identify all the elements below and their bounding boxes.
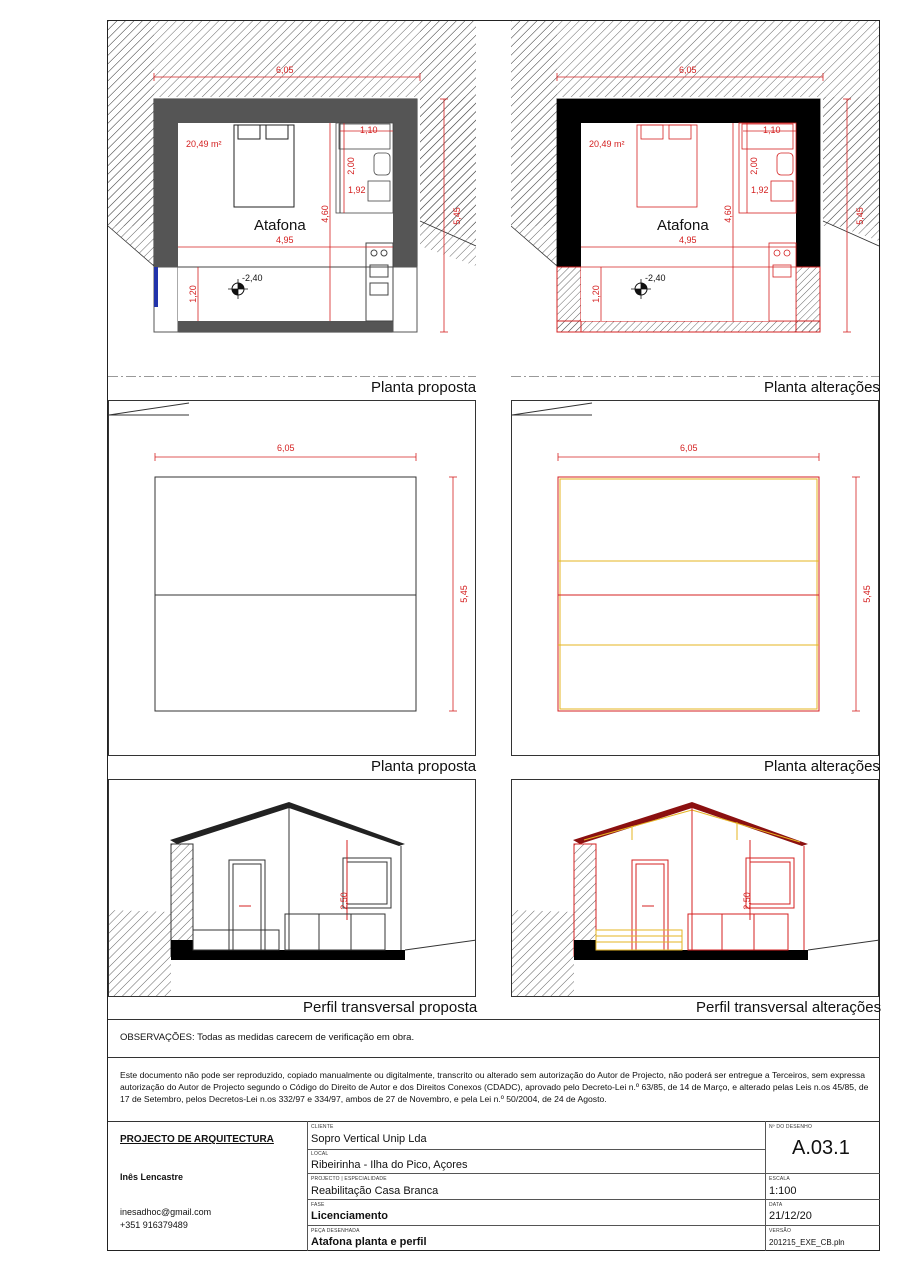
phase-label: FASE xyxy=(311,1202,325,1208)
project-label: PROJECTO | ESPECIALIDADE xyxy=(311,1176,387,1182)
dim-bath-width: 1,10 xyxy=(763,125,781,135)
dim-height: 5,45 xyxy=(854,207,865,225)
drawing-value: Atafona planta e perfil xyxy=(311,1236,427,1248)
location-label: LOCAL xyxy=(311,1151,329,1157)
caption-plan-proposed: Planta proposta xyxy=(371,379,477,396)
author-name: Inês Lencastre xyxy=(120,1172,184,1182)
caption-plan-changes: Planta alterações xyxy=(764,379,880,396)
section-proposed-drawing xyxy=(109,780,476,997)
project-value: Reabilitação Casa Branca xyxy=(311,1185,439,1197)
scale-value: 1:100 xyxy=(769,1185,797,1197)
date-value: 21/12/20 xyxy=(769,1210,812,1222)
panel-plan-proposed xyxy=(108,21,476,377)
dim-window: 2,50 xyxy=(338,892,349,910)
dim-width: 6,05 xyxy=(277,443,295,453)
dim-inner-height: 4,60 xyxy=(722,205,733,223)
roof-changes-drawing xyxy=(512,401,879,756)
dim-width: 6,05 xyxy=(679,65,697,75)
dim-bath-h2: 1,92 xyxy=(348,185,366,195)
caption-roof-proposed: Planta proposta xyxy=(371,758,477,775)
drawing-number: A.03.1 xyxy=(792,1137,850,1159)
panel-section-changes xyxy=(511,779,879,997)
dim-bath-h1: 2,00 xyxy=(345,157,356,175)
section-changes-drawing xyxy=(512,780,879,997)
client-value: Sopro Vertical Unip Lda xyxy=(311,1133,427,1145)
room-area: 20,49 m² xyxy=(186,139,222,149)
office-title: PROJECTO DE ARQUITECTURA xyxy=(120,1134,274,1145)
dim-width: 6,05 xyxy=(276,65,294,75)
panel-roof-proposed xyxy=(108,400,476,756)
panel-plan-changes xyxy=(511,21,879,377)
separator xyxy=(108,1019,880,1020)
roof-proposed-drawing xyxy=(109,401,476,756)
dim-inner-width: 4,95 xyxy=(679,235,697,245)
dim-inner-width: 4,95 xyxy=(276,235,294,245)
caption-section-proposed: Perfil transversal proposta xyxy=(303,999,478,1016)
dim-bath-width: 1,10 xyxy=(360,125,378,135)
dim-bath-h2: 1,92 xyxy=(751,185,769,195)
dim-terrace: 1,20 xyxy=(590,285,601,303)
dim-height: 5,45 xyxy=(458,585,469,603)
phase-value: Licenciamento xyxy=(311,1210,389,1222)
date-label: DATA xyxy=(769,1202,783,1208)
dim-height: 5,45 xyxy=(861,585,872,603)
copyright-notice: Este documento não pode ser reproduzido, copiado manualmente ou digitalmente, transcrito ou alterado sem autorização do Autor de Projecto, não poderá ser entregue a Terceiros, sem expressa autorização do Autor de Projecto segundo o Código do Direito de Autor e dos Direitos Conexos (CDADC), aprovado pelo Decreto-Lei n.º 63/85, de 14 de Março, e alterado pelas Leis n.os 45/85, de 17 de Setembro, pelos Decretos-Lei n.os 332/97 e 334/97, ambos de 27 de Novembro, e pela Lei n.º 50/2004, de 24 de Agosto. xyxy=(120,1070,869,1104)
dim-window: 2,50 xyxy=(741,892,752,910)
room-name: Atafona xyxy=(254,217,306,234)
level-mark: -2,40 xyxy=(645,273,666,283)
dim-height: 5,45 xyxy=(451,207,462,225)
scale-label: ESCALA xyxy=(769,1176,790,1182)
location-value: Ribeirinha - Ilha do Pico, Açores xyxy=(311,1159,468,1171)
caption-roof-changes: Planta alterações xyxy=(764,758,880,775)
version-label: VERSÃO xyxy=(769,1228,792,1234)
client-label: CLIENTE xyxy=(311,1124,334,1130)
version-value: 201215_EXE_CB.pln xyxy=(769,1238,845,1247)
number-label: Nº DO DESENHO xyxy=(769,1124,813,1130)
author-email: inesadhoc@gmail.com xyxy=(120,1207,212,1217)
caption-section-changes: Perfil transversal alterações xyxy=(696,999,882,1016)
dim-bath-h1: 2,00 xyxy=(748,157,759,175)
dim-width: 6,05 xyxy=(680,443,698,453)
observations-text: OBSERVAÇÕES: Todas as medidas carecem de verificação em obra. xyxy=(120,1032,415,1043)
room-name: Atafona xyxy=(657,217,709,234)
separator xyxy=(108,1057,880,1058)
dim-terrace: 1,20 xyxy=(187,285,198,303)
level-mark: -2,40 xyxy=(242,273,263,283)
drawing-label: PEÇA DESENHADA xyxy=(311,1228,360,1234)
panel-section-proposed xyxy=(108,779,476,997)
room-area: 20,49 m² xyxy=(589,139,625,149)
panel-roof-changes xyxy=(511,400,879,756)
author-phone: +351 916379489 xyxy=(120,1220,188,1230)
dim-inner-height: 4,60 xyxy=(319,205,330,223)
